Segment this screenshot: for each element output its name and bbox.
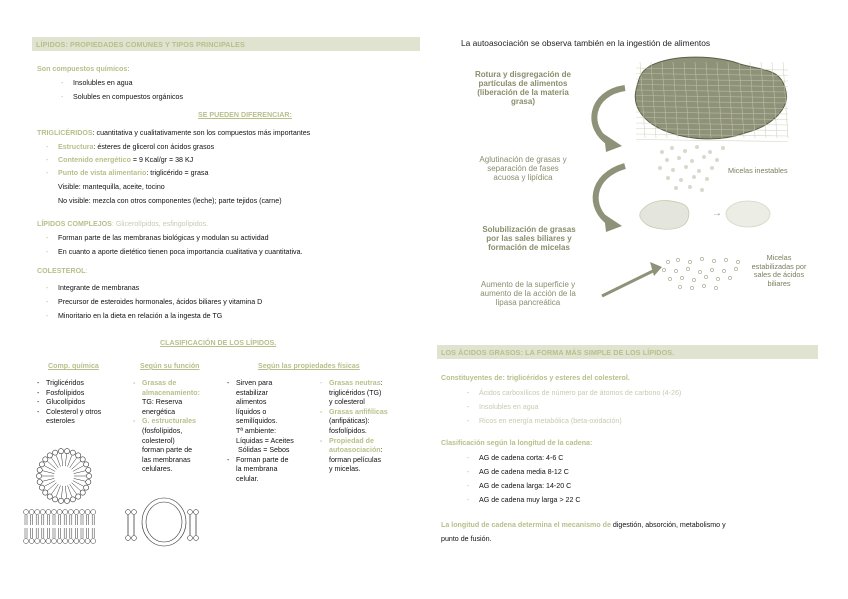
conclusion-line-2: punto de fusión. xyxy=(441,535,492,543)
structural-text: forman parte de xyxy=(142,446,193,455)
chain-item: - AG de cadena media 8-12 C xyxy=(479,467,569,478)
cholesterol-item: - Minoritario en la dieta en relación a la ingesta de TG xyxy=(58,311,222,322)
conclusion-black: digestión, absorción, metabolismo y xyxy=(610,521,726,529)
col-title-function: Según su función xyxy=(140,362,200,370)
structural-label: - G. estructurales xyxy=(142,417,222,427)
triglycerides-text: : cuantitativa y cualitativamente son los compuestos más importantes xyxy=(92,129,311,137)
compounds-title: Son compuestos químicos: xyxy=(37,65,130,73)
step-1-line: Rotura y disgregación de xyxy=(474,70,572,79)
section-header-lipids: LÍPIDOS: PROPIEDADES COMUNES Y TIPOS PRINCIPALES xyxy=(32,37,420,51)
complex-lipids-line xyxy=(37,219,208,230)
storage-text: TG: Reserva xyxy=(142,398,183,407)
step-3-line: Solubilización de grasas xyxy=(482,225,576,234)
chain-item: - AG de cadena larga: 14-20 C xyxy=(479,481,571,492)
col-title-physical: Según las propiedades físicas xyxy=(258,362,360,370)
cholesterol-item: - Integrante de membranas xyxy=(58,283,139,294)
physical-text: Líquidas = Aceites xyxy=(236,436,294,445)
step-2-line: separación de fases xyxy=(487,164,559,173)
chain-item: - AG de cadena corta: 4-6 C xyxy=(479,453,563,464)
micelles-unstable-label: Micelas inestables xyxy=(728,166,788,175)
micelle-tails xyxy=(42,454,86,498)
step-1-line: partículas de alimentos xyxy=(478,79,568,88)
complex-item: - Forman parte de las membranas biológicas y modulan su actividad xyxy=(58,233,269,244)
structural-text: las membranas xyxy=(142,455,191,464)
step-1-text xyxy=(458,70,588,106)
structural-text: colesterol) xyxy=(142,436,175,445)
step-3-line: formación de micelas xyxy=(488,243,570,252)
cholesterol-colon: : xyxy=(85,267,88,275)
step-2-line: acuosa y lipídica xyxy=(493,173,553,182)
trig-energy xyxy=(58,155,193,166)
bilayer-heads xyxy=(24,510,96,544)
chem-item: - Glucolípidos xyxy=(46,398,101,408)
cholesterol-line xyxy=(37,266,87,277)
step-1-line: grasa) xyxy=(510,97,535,106)
physical-text: - Forman parte de xyxy=(236,456,322,466)
trig-structure xyxy=(58,142,214,153)
constituent-item: - Ricos en energía metabólica (beta-oxidación) xyxy=(479,416,622,427)
step-3-line: por las sales biliares y xyxy=(486,234,572,243)
curved-arrow-2-icon xyxy=(596,166,625,223)
micelle-blob-icon xyxy=(726,201,770,227)
amph-text: fosfolípidos. xyxy=(329,426,367,435)
micelles-stable-line: estabilizadas por xyxy=(751,261,807,271)
complex-lipids-label: LÍPIDOS COMPLEJOS xyxy=(37,220,112,228)
vesicle-illustration xyxy=(124,494,204,550)
prop-text: y micelas. xyxy=(329,465,361,474)
chem-item: - Colesterol y otros xyxy=(46,408,101,418)
physical-text: Sólidas = Sebos xyxy=(236,446,290,455)
micelles-stable-line: biliares xyxy=(767,278,791,288)
trig-food-text: : triglicérido = grasa xyxy=(146,169,209,177)
physical-text: líquidos o xyxy=(236,407,267,416)
chem-list xyxy=(46,379,101,427)
lipid-blob-icon xyxy=(640,201,689,230)
amph-label: - Grasas anfifílicas xyxy=(329,408,419,418)
complex-lipids-sub: : Glicerolípidos, esfingolípidos. xyxy=(111,220,209,228)
trig-energy-text: = 9 Kcal/gr = 38 KJ xyxy=(130,156,194,164)
physical-text: - Sirven para xyxy=(236,379,322,389)
chem-item: - Triglicéridos xyxy=(46,379,101,389)
neutral-colon: : xyxy=(380,379,383,387)
classification-title: CLASIFICACIÓN DE LOS LÍPIDOS. xyxy=(160,339,277,347)
storage-label: - Grasas de xyxy=(142,379,222,389)
cholesterol-item: - Precursor de esteroides hormonales, ácidos biliares y vitamina D xyxy=(58,297,262,308)
physical-text: estabilizar xyxy=(236,388,268,397)
curved-arrow-1-icon xyxy=(594,88,625,143)
chain-title: Clasificación según la longitud de la cadena: xyxy=(441,439,593,447)
structural-text: (fosfolípidos, xyxy=(142,426,183,435)
storage-text: energética xyxy=(142,407,176,416)
micelles-stable-line: sales de ácidos xyxy=(753,270,805,280)
droplets-unstable xyxy=(658,145,725,192)
trig-food-label: Punto de vista alimentario xyxy=(58,169,147,177)
trig-food xyxy=(58,168,208,179)
micelle-illustration xyxy=(26,442,106,508)
step-2-text xyxy=(456,155,590,182)
neutral-label: Grasas neutras xyxy=(329,379,381,387)
prop-colon: : xyxy=(380,446,383,455)
physical-text: alimentos xyxy=(236,398,267,407)
triglycerides-line xyxy=(37,128,310,139)
step-1-line: (liberación de la materia xyxy=(477,88,569,97)
physical-text: semilíquidos. xyxy=(236,417,278,426)
arrow-right-icon: → xyxy=(712,208,722,219)
trig-energy-label: Contenido energético xyxy=(58,156,131,164)
physical-text: la membrana xyxy=(236,465,278,474)
physical-types-list xyxy=(329,379,419,475)
chem-item-cont: esteroles xyxy=(46,417,75,426)
compound-item: - Solubles en compuestos orgánicos xyxy=(73,92,183,103)
stable-micelles xyxy=(662,257,739,289)
storage-label-2: almacenamiento: xyxy=(142,388,200,397)
constituent-item: - Insolubles en agua xyxy=(479,402,539,413)
bilayer-illustration xyxy=(22,508,102,546)
step-3-text xyxy=(462,225,596,252)
prop-label: - Propiedad de xyxy=(329,437,419,447)
step-4-line: Aumento de la superficie y xyxy=(480,280,576,289)
triglycerides-label: TRIGLICÉRIDOS xyxy=(37,129,93,137)
chem-item: - Fosfolípidos xyxy=(46,389,101,399)
prop-label-2: autoasociación xyxy=(329,446,381,455)
straight-arrow-icon xyxy=(602,270,655,296)
complex-item: - En cuanto a aporte dietético tienen poca importancia cualitativa y cuantitativa. xyxy=(58,247,303,258)
col-title-chem: Comp. química xyxy=(48,362,99,370)
step-4-text xyxy=(460,280,596,307)
structural-text: celulares. xyxy=(142,465,173,474)
trig-visible: Visible: mantequilla, aceite, tocino xyxy=(58,183,165,191)
neutral-text: triglicéridos (TG) xyxy=(329,388,382,397)
amph-text: (anfipáticas): xyxy=(329,417,370,426)
conclusion-line-1 xyxy=(441,520,726,531)
trig-not-visible: No visible: mezcla con otros componentes (leche); parte tejidos (carne) xyxy=(58,197,282,205)
section-header-fatty-acids: LOS ÁCIDOS GRASOS: LA FORMA MÁS SIMPLE DE LOS LÍPIDOS. xyxy=(437,345,818,359)
neutral-text: y colesterol xyxy=(329,398,365,407)
cholesterol-label: COLESTEROL xyxy=(37,267,86,275)
physical-text: celular. xyxy=(236,474,259,483)
micelles-stable-label xyxy=(744,254,814,288)
constituents-title: Constituyentes de: triglicéridos y esteres del colesterol. xyxy=(441,374,630,382)
constituent-item: - Ácidos carboxílicos de número par de átomos de carbono (4-26) xyxy=(479,388,681,399)
step-2-line: Aglutinación de grasas y xyxy=(479,155,567,164)
step-4-line: aumento de la acción de la xyxy=(480,289,576,298)
physical-list xyxy=(236,379,322,485)
trig-structure-text: : ésteres de glicerol con ácidos grasos xyxy=(93,143,215,151)
compound-item: - Insolubles en agua xyxy=(73,78,133,89)
physical-text: Tª ambiente: xyxy=(236,426,277,435)
prop-text: forman películas xyxy=(329,455,382,464)
vesicle-bilayer xyxy=(126,510,199,541)
micelles-stable-line: Micelas xyxy=(766,253,792,262)
diagram-title: La autoasociación se observa también en la ingestión de alimentos xyxy=(461,38,711,48)
differentiate-title: SE PUEDEN DIFERENCIAR: xyxy=(198,111,292,119)
chain-item: - AG de cadena muy larga > 22 C xyxy=(479,495,581,506)
function-list xyxy=(142,379,222,475)
step-4-line: lipasa pancreática xyxy=(495,298,561,307)
trig-structure-label: Estructura xyxy=(58,143,94,151)
conclusion-green: La longitud de cadena determina el mecanismo de xyxy=(441,521,611,529)
